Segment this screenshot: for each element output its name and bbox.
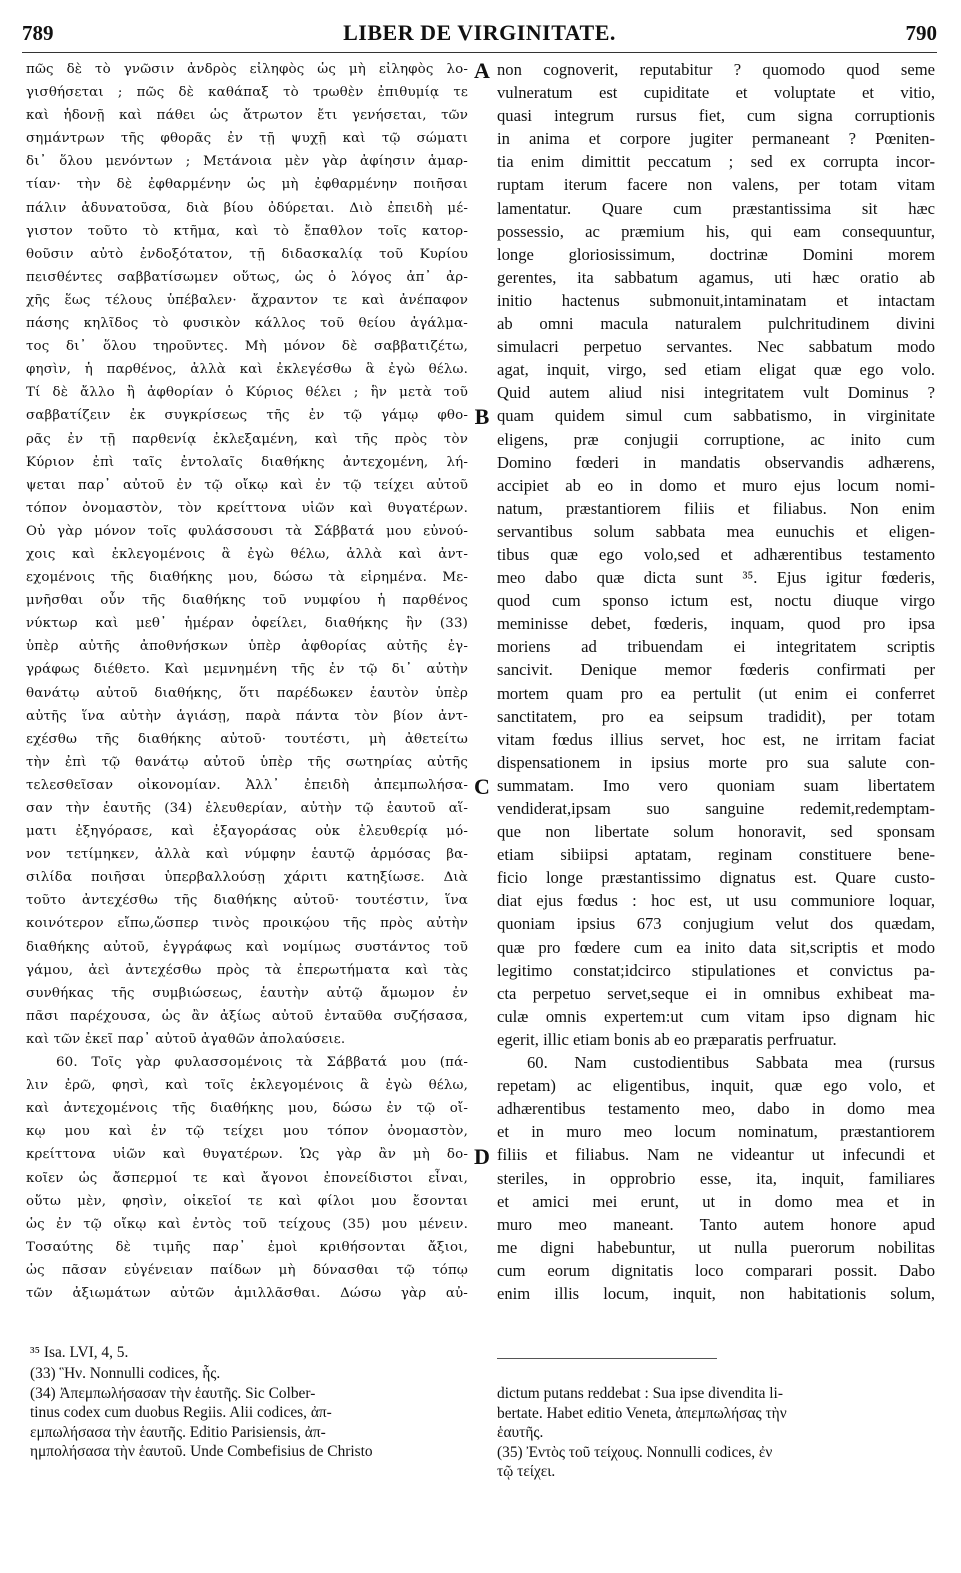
greek-text-line: χοις καὶ ἐκλεγομένοις ἃ ἐγὼ θέλω, ἀλλὰ καὶ ἀντ- (26, 546, 468, 562)
latin-text-line: sancivit. Denique memor fœderis confirmati per (497, 660, 935, 680)
greek-text-line: πῶς δὲ τὸ γνῶσιν ἀνδρὸς εἰληφὸς ὡς μὴ εἰληφὸς λο- (26, 62, 468, 77)
latin-text-line: ficio longe præstantissimo dignatus est. Quare custo- (497, 868, 935, 888)
latin-text-line: enim illis locum, inquit, non habitationis solum, (497, 1283, 935, 1303)
latin-text-line: non cognoverit, reputabitur ? quomodo quod seme (497, 60, 935, 79)
footnote-line: bertate. Habet editio Veneta, ἀπεμπωλήσας τὴν (497, 1404, 787, 1422)
greek-column (26, 58, 468, 1305)
greek-text-line: πάσης κηλῖδος τὸ φυσικὸν κάλλος τοῦ θείου ἀγάλμα- (26, 316, 468, 332)
latin-text-line: dispensationem in ipsius morte pro sua salute con- (497, 752, 935, 772)
latin-text-line: summatam. Imo vero quoniam suam libertatem (497, 775, 935, 795)
greek-text-line: ὑπὲρ αὐτῆς ἀποθνήσκων ὑπὲρ ἀφθορίας αὐτῆς ἐγ- (26, 639, 468, 655)
greek-text-line: θανάτῳ αὐτοῦ διαθήκης, ὅτι παρέδωκεν ἑαυτὸν ὑπὲρ (26, 685, 468, 701)
latin-text-line: quoniam ipsius 673 conjugium velut dos quædam, (497, 914, 935, 934)
greek-text-line: ρᾶς ἐν τῇ παρθενίᾳ ἐκλεξαμένη, καὶ τῆς πρὸς τὸν (26, 431, 468, 447)
latin-text-line: steriles, in opprobrio esse, ita, inquit, familiares (497, 1168, 935, 1188)
latin-text-line: cta perpetuo servet,seque ei in omnibus exhibeat ma- (497, 983, 935, 1003)
footnote-line: (34) Ἀπεμπωλήσασαν τὴν ἑαυτῆς. Sic Colber- (30, 1384, 316, 1402)
latin-text-line: initio hactenus submonuit,intaminatam et intactam (497, 290, 935, 310)
greek-text-line: σαν τὴν ἑαυτῆς (34) ἐλευθερίαν, αὐτὴν τῷ ἑαυτοῦ αἵ- (26, 801, 468, 816)
greek-text-line: τόπον ὀνομαστὸν, τὸν κρείττονα υἱῶν καὶ θυγατέρων. (26, 500, 468, 516)
latin-text-line: mortem quam pro ea pertulit (ut enim ei conferret (497, 683, 935, 703)
greek-text-line: τῶν ἀξιωμάτων αὐτῶν ἁμιλλᾶσθαι. Δώσω γὰρ αὐ- (26, 1285, 468, 1301)
footnotes-left (30, 1342, 470, 1462)
greek-text-line: τοῦτο ἀντεχέσθω τῆς διαθήκης αὐτοῦ· τουτέστιν, ἵνα (26, 893, 468, 909)
greek-text-line: Τί δὲ ἄλλο ἢ ἀφθορίαν ὁ Κύριος θέλει ; ἣν μετὰ τοῦ (26, 385, 468, 401)
greek-text-line: ὡς ἐν τῷ οἴκῳ καὶ ἐντὸς τοῦ τείχους (35) μου μένειν. (26, 1216, 468, 1232)
greek-text-line: κρείττονα υἱῶν καὶ θυγατέρων. Ὡς γὰρ ἂν μὴ δο- (26, 1147, 468, 1163)
greek-text-line: πᾶσι παρέχουσα, ὡς ἂν ἀξίως αὐτοῦ ἐνταῦθα συζήσασα, (26, 1008, 468, 1024)
latin-text-line: Quid autem aliud nisi integritatem vult Dominus ? (497, 383, 935, 403)
greek-text-line: πεισθέντες σαββατίσωμεν οὕτως, ὡς ὁ λόγος ἀπ᾽ ἀρ- (26, 269, 468, 285)
latin-text-line: accipiet ab eo in domo et muro ejus locum nomi- (497, 475, 935, 495)
page-header (22, 18, 937, 48)
footnotes-right (497, 1384, 937, 1482)
latin-text-line: simulacri perpetuo servantes. Nec sabbatum modo (497, 337, 935, 357)
latin-text-line: quod cum sponso ictum est, noctu diuque virgo (497, 591, 935, 611)
latin-text-line: tia enim dimittit peccatum ; sed ex corrupta incor- (497, 152, 935, 172)
greek-text-line: θοῦσιν αὐτὸ ἐνδοξότατον, τῇ διδασκαλίᾳ τοῦ Κυρίου (26, 246, 468, 262)
section-marker-c: C (474, 774, 490, 799)
latin-text-line: in anima et corpore jugiter permaneant ? Pœniten- (497, 129, 935, 149)
section-marker-a: A (474, 58, 490, 83)
greek-text-line: τὴν ἐπὶ τῷ θανάτῳ αὐτοῦ ὑπὲρ τῆς σωτηρίας αὐτῆς (26, 754, 468, 770)
section-marker-d: D (474, 1144, 490, 1169)
latin-text-line: muro meo maneant. Tanto autem honore apud (497, 1214, 935, 1234)
footnote-line: tinus codex cum duobus Regiis. Alii codices, ἀπ- (30, 1404, 332, 1422)
latin-text-line: vendiderat,ipsam suo sanguine redemit,redemptam- (497, 799, 935, 818)
scripture-reference: ³⁵ Isa. LVI, 4, 5. (30, 1344, 129, 1361)
latin-text-line: Domino fœderi in mandatis observandis adhærens, (497, 452, 935, 472)
greek-text-line: Τοσαύτης δὲ τιμῆς παρ᾽ ἐμοὶ κριθήσονται ἄξιοι, (26, 1239, 468, 1255)
latin-text-line: 60. Nam custodientibus Sabbata mea (rursus (527, 1053, 935, 1073)
latin-text-line: quasi integrum rursus fiet, cum signa corruptionis (497, 106, 935, 126)
greek-text-line: ματι ἐξηγόρασε, καὶ ἐξαγοράσας οὐκ ἐλευθερίᾳ μό- (26, 824, 468, 840)
greek-text-line: κοῖεν ὡς ἄσπερμοί τε καὶ ἄγονοι ἐπονείδιστοι εἶναι, (26, 1170, 468, 1186)
greek-text-line: 60. Τοῖς γὰρ φυλασσομένοις τὰ Σάββατά μου (πά- (56, 1055, 468, 1071)
latin-column (497, 58, 935, 1305)
latin-text-line: culæ omnis expertem:ut cum vitam ipso dignam hic (497, 1006, 935, 1026)
latin-text-line: vulneratum est cupiditate et voluptate et vitio, (497, 83, 935, 103)
greek-text-line: καὶ ἀντεχομένοις τῆς διαθήκης μου, δώσω ἐν τῷ οἴ- (26, 1101, 468, 1117)
notes-divider (497, 1358, 717, 1359)
greek-text-line: Κύριον ἐπὶ ταῖς ἐντολαῖς διαθήκης ἀντεχομένη, λή- (26, 454, 468, 470)
latin-text-line: agat, inquit, virgo, sed etiam eligat quæ ego volo. (497, 360, 935, 380)
latin-text-line: ab omni macula naturalem pulchritudinem divini (497, 314, 935, 334)
page-number-left: 789 (22, 20, 54, 45)
greek-text-line: καὶ τῶν ἐκεῖ παρ᾽ αὐτοῦ ἀγαθῶν ἀπολαύσειε. (26, 1031, 346, 1047)
latin-text-line: etiam sibiipsi aptatam, reginam constituere bene- (497, 845, 935, 865)
latin-text-line: diat ejus fœdus : hoc est, ut usu communiore loquar, (497, 891, 935, 911)
page-number-right: 790 (905, 20, 937, 45)
latin-text-line: tibus quæ ego volo,sed et adhærentibus testamento (497, 544, 935, 564)
latin-text-line: me digni habebuntur, ut nulla puerorum nobilitas (497, 1237, 935, 1257)
footnote-line: (33) Ἣν. Nonnulli codices, ἧς. (30, 1365, 221, 1382)
greek-text-line: εχέσθω τῆς διαθήκης αὐτοῦ· τουτέστι, μὴ ἀθετείτω (26, 731, 468, 747)
greek-text-line: χῆς ἕως τέλους ὑπέβαλεν· ἄχραντον τε καὶ ἀνέπαφον (26, 292, 468, 308)
greek-text-line: νον τετίμηκεν, ἀλλὰ καὶ νύμφην ἑαυτῷ ἁρμόσας βα- (26, 847, 468, 863)
greek-text-line: τελεσθεῖσαν οἰκονομίαν. Ἀλλ᾽ ἐπειδὴ ἀπεμπωλήσα- (26, 777, 468, 793)
greek-text-line: γισθήσεται ; πῶς δὲ καθάπαξ τὸ τρωθὲν ἐπιθυμίᾳ τε (26, 85, 468, 101)
latin-text-line: possessio, ac præmium his, qui eam consequuntur, (497, 221, 935, 241)
greek-text-line: συνθήκας τῆς συμβιώσεως, ἑαυτὴν αὐτῷ ἄμωμον ἐν (26, 985, 468, 1001)
latin-text-line: gerentes, ita sabbatum agamus, uti hæc oratio ab (497, 267, 935, 287)
latin-text-line: quæ pro fœdere cum ea inito data sit,scriptis et modo (497, 937, 935, 957)
greek-text-line: διαθήκης αὐτοῦ, ἐγγράφως καὶ νομίμως συστάντος τοῦ (26, 939, 468, 955)
latin-text-line: lamentatur. Quare cum præstantissima sit hæc (497, 198, 935, 218)
greek-text-line: αὐτῆς ἵνα αὐτὴν ἁγιάσῃ, παρὰ πάντα τὸν βίον ἀντ- (26, 708, 468, 724)
greek-text-line: καὶ ἡδονῇ καὶ πάθει ὡς ἄτρωτον ἔτι γενήσεται, τῶν (26, 108, 468, 124)
footnote-line: ημπολήσασα τὴν ἑαυτοῦ. Unde Combefisius de Christo (30, 1443, 373, 1461)
greek-text-line: λιν ἐρῶ, φησὶ, καὶ τοῖς ἐκλεγομένοις ἃ ἐγὼ θέλω, (26, 1078, 468, 1094)
latin-text-line: adhærentibus testamento meo, dabo in domo mea (497, 1099, 935, 1119)
latin-text-line: filiis et filiabus. Nam ne videantur ut infecundi et (497, 1145, 935, 1165)
latin-text-line: quam quidem simul cum sabbatismo, in virginitate (497, 406, 935, 426)
latin-text-line: et in muro meo locum nominatum, præstantiorem (497, 1122, 935, 1142)
footnote-line: τῷ τείχει. (497, 1463, 556, 1481)
greek-text-line: οὕτω μὲν, φησὶν, οἰκεῖοί τε καὶ φίλοι μου ἔσονται (26, 1193, 468, 1209)
latin-text-line: eligens, præ conjugii corruptione, ac inito cum (497, 429, 935, 449)
greek-text-line: μνῆσθαι οὖν τῆς διαθήκης τοῦ νυμφίου ἡ παρθένος (26, 593, 468, 609)
footnote-line: εμπωλήσασα τὴν ἑαυτῆς. Editio Parisiensis, ἀπ- (30, 1423, 326, 1441)
latin-text-line: et amici mei erunt, ut in domo mea et in (497, 1191, 935, 1211)
running-title: LIBER DE VIRGINITATE. (343, 20, 616, 45)
latin-text-line: moriens ad tribuendam ei integritatem scriptis (497, 637, 935, 657)
footnote-line: ἑαυτῆς. (497, 1424, 544, 1442)
latin-text-line: que non libertate solum honoravit, sed sponsam (497, 822, 935, 842)
greek-text-line: σαββατίζειν ἐκ συγκρίσεως τῆς ἐν τῷ γάμῳ φθο- (26, 408, 468, 424)
greek-text-line: σιλίδα ποιῆσαι ὑπερβαλλούσῃ χάριτι κατηξίωσε. Διὰ (26, 870, 468, 886)
latin-text-line: repetam) ac eligentibus, inquit, quæ ego volo, et (497, 1076, 935, 1096)
latin-text-line: legitimo constat;idcirco stipulationes et convictus pa- (497, 960, 935, 980)
header-rule (22, 52, 937, 53)
greek-text-line: σημάντρων τῆς φθορᾶς ἐν τῇ ψυχῇ καὶ τῷ σώματι (26, 131, 468, 147)
greek-text-line: δι᾽ ὅλου μενόντων ; Μετάνοια μὲν γὰρ ἀφίησιν ἁμαρ- (26, 154, 468, 170)
greek-text-line: πάλιν ἀδυνατοῦσα, διὰ βίου ὀδύρεται. Διὸ ἐπειδὴ μέ- (26, 200, 468, 216)
latin-text-line: meo dabo quæ dicta sunt ³⁵. Ejus igitur fœderis, (497, 568, 935, 588)
latin-text-line: longe gloriosissimum, doctrinæ Domini morem (497, 244, 935, 264)
latin-text-line: sanctitatem, pro ea seipsum tradidit), per totam (497, 706, 935, 726)
greek-text-line: γιστον τοῦτο τὸ κτῆμα, καὶ τὸ ἔπαθλον τοῖς κατορ- (26, 223, 468, 239)
latin-text-line: egerit, illic etiam bonis ab eo præparatis perfruatur. (497, 1029, 837, 1049)
greek-text-line: ὡς πᾶσαν εὐγένειαν παίδων μὴ δύνασθαι τῷ τόπῳ (26, 1262, 468, 1278)
latin-text-line: vitam fœdus illius servet, hoc est, ne irritam faciat (497, 729, 935, 749)
latin-text-line: servantibus solum sabbata mea eunuchis et eligen- (497, 521, 935, 541)
greek-text-line: τος δι᾽ ὅλου τηροῦντες. Μὴ μόνον δὲ σαββατιζέτω, (26, 339, 468, 355)
greek-text-line: νύκτωρ καὶ μεθ᾽ ἡμέραν ὀφείλει, διαθήκης ἣν (33) (26, 616, 468, 632)
latin-text-line: meminisse debet, fœderis, inquam, quod pro ipsa (497, 614, 935, 634)
greek-text-line: Οὐ γὰρ μόνον τοῖς φυλάσσουσι τὰ Σάββατά μου εὐνού- (26, 523, 468, 539)
greek-text-line: κῳ μου καὶ ἐν τῷ τείχει μου τόπον ὀνομαστὸν, (26, 1124, 468, 1140)
greek-text-line: ψεται παρ᾽ αὐτοῦ ἐν τῷ οἴκῳ καὶ ἐν τῷ τείχει αὐτοῦ (26, 477, 468, 493)
latin-text-line: ruptam iterum facere non valens, per totam vitam (497, 175, 935, 195)
greek-text-line: γράφως διέθετο. Καὶ μεμνημένη τῆς ἐν τῷ δι᾽ αὐτὴν (26, 662, 468, 678)
greek-text-line: γάμου, ἀεὶ ἀντεχέσθω πρὸς τὰ ἐπερωτήματα καὶ τὰς (26, 962, 468, 978)
footnote-line: (35) Ἐντὸς τοῦ τείχους. Nonnulli codices, ἐν (497, 1443, 773, 1461)
greek-text-line: εχομένοις τῆς διαθήκης μου, δώσω τὰ εἰρημένα. Με- (26, 570, 468, 586)
latin-text-line: cum eorum dignitatis loco comparari possit. Dabo (497, 1260, 935, 1280)
latin-text-line: natum, præstantiorem filiis et filiabus. Non enim (497, 498, 935, 518)
footnote-line: dictum putans reddebat : Sua ipse divendita li- (497, 1385, 783, 1402)
section-marker-b: B (474, 404, 490, 429)
greek-text-line: τίαν· τὴν δὲ ἐφθαρμένην ὡς μὴ ἐφθαρμένην ποιῆσαι (26, 177, 468, 193)
greek-text-line: κοινότερον εἴπω,ὥσπερ τινὸς προικῴου τῆς πρὸς αὐτὴν (26, 916, 468, 932)
greek-text-line: φησὶν, ἡ παρθένος, ἀλλὰ καὶ ἐκλεγέσθω ἃ ἐγὼ θέλω. (26, 362, 468, 378)
